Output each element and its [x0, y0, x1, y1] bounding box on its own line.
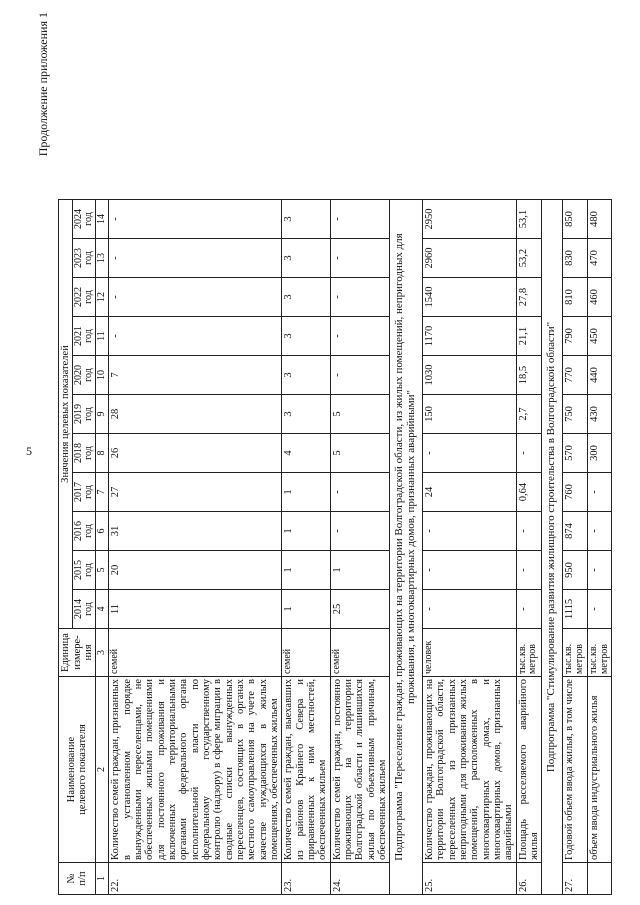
- header-num: № п/п: [59, 863, 96, 895]
- indicator-value: -: [587, 551, 612, 590]
- indicator-value: -: [422, 512, 516, 551]
- indicator-value: -: [330, 512, 390, 551]
- indicator-value: 3: [282, 278, 330, 317]
- indicator-value: -: [587, 590, 612, 629]
- indicator-value: 53,2: [516, 239, 542, 278]
- indicator-value: -: [109, 278, 282, 317]
- indicator-name: Количество семей граждан, признанных в установленном порядке вынужденными переселенцами, не обеспеченных жилыми помещениями для постоянного проживания и включенных территориальными органами федерального органа исполнительной власти по федеральному государственному контролю (надзору) в сфере миграции в сводные списки вынужденных переселенцев, состоящих в органах местного самоуправления на учете в качестве нуждающихся в жилых помещениях, обеспеченных жильем: [109, 677, 282, 863]
- header-year: 2019 год: [73, 395, 96, 434]
- indicator-value: 3: [282, 395, 330, 434]
- indicator-value: 810: [563, 278, 588, 317]
- indicator-value: 430: [587, 395, 612, 434]
- indicator-value: 11: [109, 590, 282, 629]
- indicator-value: 2,7: [516, 395, 542, 434]
- subprogram-row: [542, 200, 563, 895]
- indicator-value: 21,1: [516, 317, 542, 356]
- indicator-value: 874: [563, 512, 588, 551]
- indicator-value: -: [109, 200, 282, 239]
- indicator-value: -: [109, 317, 282, 356]
- column-number: 14: [96, 200, 109, 239]
- header-year: 2017 год: [73, 473, 96, 512]
- column-number: 13: [96, 239, 109, 278]
- indicator-unit: семей: [282, 629, 330, 677]
- indicator-value: 53,1: [516, 200, 542, 239]
- row-number: 25.: [422, 863, 516, 895]
- header-unit: Единица измере- ния: [59, 629, 96, 677]
- table-row: [587, 200, 612, 895]
- indicator-value: 3: [282, 317, 330, 356]
- row-number: 27.: [563, 863, 588, 895]
- indicator-unit: семей: [330, 629, 390, 677]
- indicator-unit: человек: [422, 629, 516, 677]
- header-values: Значения целевых показателей: [59, 200, 73, 629]
- header-year: 2023 год: [73, 239, 96, 278]
- indicator-value: 760: [563, 473, 588, 512]
- indicator-value: 570: [563, 434, 588, 473]
- page-number: 5: [26, 444, 32, 458]
- indicator-value: 850: [563, 200, 588, 239]
- row-number: 26.: [516, 863, 542, 895]
- indicator-value: -: [330, 278, 390, 317]
- indicator-value: 1: [282, 512, 330, 551]
- indicator-value: 5: [330, 434, 390, 473]
- header-year: 2022 год: [73, 278, 96, 317]
- indicator-value: 7: [109, 356, 282, 395]
- indicator-value: -: [330, 317, 390, 356]
- indicator-value: 790: [563, 317, 588, 356]
- indicator-value: 3: [282, 200, 330, 239]
- indicator-unit: тыс.кв. метров: [563, 629, 588, 677]
- indicator-value: 480: [587, 200, 612, 239]
- indicator-value: 1030: [422, 356, 516, 395]
- header-year: 2018 год: [73, 434, 96, 473]
- indicator-value: 2950: [422, 200, 516, 239]
- indicator-value: 150: [422, 395, 516, 434]
- indicator-unit: тыс.кв. метров: [587, 629, 612, 677]
- indicator-value: 750: [563, 395, 588, 434]
- row-number: 24.: [330, 863, 390, 895]
- table-row: [422, 200, 516, 895]
- indicator-value: 1540: [422, 278, 516, 317]
- indicator-value: 440: [587, 356, 612, 395]
- indicator-value: 31: [109, 512, 282, 551]
- subprogram-title: Подпрограмма "Стимулирование развития жилищного строительства в Волгоградской области": [542, 200, 563, 895]
- indicator-value: -: [109, 239, 282, 278]
- indicator-value: 28: [109, 395, 282, 434]
- indicator-value: -: [516, 590, 542, 629]
- row-number: 22.: [109, 863, 282, 895]
- indicator-value: 1: [282, 473, 330, 512]
- column-number: 5: [96, 551, 109, 590]
- indicator-name: Количество семей граждан, выехавших из районов Крайнего Севера и приравненных к ним местностей, обеспеченных жильем: [282, 677, 330, 863]
- indicator-value: 950: [563, 551, 588, 590]
- column-number: 2: [96, 677, 109, 863]
- indicator-value: 0,64: [516, 473, 542, 512]
- header-year: 2020 год: [73, 356, 96, 395]
- row-number: [587, 863, 612, 895]
- indicator-value: 1115: [563, 590, 588, 629]
- indicator-value: -: [516, 551, 542, 590]
- indicator-value: 830: [563, 239, 588, 278]
- table-row: [109, 200, 282, 895]
- indicator-value: 1170: [422, 317, 516, 356]
- indicator-value: 450: [587, 317, 612, 356]
- indicator-value: -: [330, 200, 390, 239]
- indicator-unit: тыс.кв. метров: [516, 629, 542, 677]
- column-number: 9: [96, 395, 109, 434]
- target-indicators-table: [58, 199, 612, 895]
- header-year: 2014 год: [73, 590, 96, 629]
- indicator-value: 20: [109, 551, 282, 590]
- indicator-value: 4: [282, 434, 330, 473]
- column-number: 3: [96, 629, 109, 677]
- indicator-name: Площадь расселяемого аварийного жилья: [516, 677, 542, 863]
- indicator-value: 5: [330, 395, 390, 434]
- indicator-value: 460: [587, 278, 612, 317]
- column-number: 7: [96, 473, 109, 512]
- header-name: Наименование целевого показателя: [59, 677, 96, 863]
- header-year: 2021 год: [73, 317, 96, 356]
- continuation-label: Продолжение приложения 1: [36, 12, 50, 157]
- indicator-value: 27: [109, 473, 282, 512]
- indicator-value: 1: [282, 590, 330, 629]
- subprogram-row: [390, 200, 423, 895]
- column-number: 11: [96, 317, 109, 356]
- indicator-value: -: [422, 434, 516, 473]
- indicator-value: 3: [282, 356, 330, 395]
- indicator-value: 300: [587, 434, 612, 473]
- indicator-value: -: [422, 551, 516, 590]
- indicator-name: объем ввода индустриального жилья: [587, 677, 612, 863]
- indicator-value: -: [516, 512, 542, 551]
- column-number: 10: [96, 356, 109, 395]
- table-row: [330, 200, 390, 895]
- indicator-value: -: [330, 356, 390, 395]
- indicator-name: Годовой объем ввода жилья, в том числе: [563, 677, 588, 863]
- table-row: [282, 200, 330, 895]
- column-number: 1: [96, 863, 109, 895]
- column-number: 6: [96, 512, 109, 551]
- indicator-value: 1: [330, 551, 390, 590]
- indicator-value: 18,5: [516, 356, 542, 395]
- indicator-name: Количество семей граждан, постоянно проживающих на территории Волгоградской области и лишившихся жилья по объективным причинам, обеспеченных жильем: [330, 677, 390, 863]
- indicator-value: 26: [109, 434, 282, 473]
- table-row: [516, 200, 542, 895]
- column-number: 8: [96, 434, 109, 473]
- indicator-value: -: [330, 239, 390, 278]
- indicator-unit: семей: [109, 629, 282, 677]
- indicator-name: Количество граждан, проживающих на территории Волгоградской области, переселенных из признанных непригодными для проживания жилых помещений, расположенных в многоквартирных домах, и многоквартирных домов, признанных аварийными: [422, 677, 516, 863]
- indicator-value: -: [516, 434, 542, 473]
- indicator-value: 770: [563, 356, 588, 395]
- indicator-value: -: [587, 473, 612, 512]
- indicator-value: 27,8: [516, 278, 542, 317]
- row-number: 23.: [282, 863, 330, 895]
- indicator-value: -: [330, 473, 390, 512]
- table-row: [563, 200, 588, 895]
- header-year: 2016 год: [73, 512, 96, 551]
- indicator-value: 3: [282, 239, 330, 278]
- indicator-value: 1: [282, 551, 330, 590]
- column-number: 12: [96, 278, 109, 317]
- indicator-value: 470: [587, 239, 612, 278]
- indicator-value: -: [587, 512, 612, 551]
- indicator-value: 25: [330, 590, 390, 629]
- header-year: 2015 год: [73, 551, 96, 590]
- indicator-value: -: [422, 590, 516, 629]
- column-number: 4: [96, 590, 109, 629]
- subprogram-title: Подпрограмма "Переселение граждан, проживающих на территории Волгоградской области, из жилых помещений, непригодных для проживания, и многоквартирных домов, признанных аварийными": [390, 200, 423, 895]
- indicator-value: 24: [422, 473, 516, 512]
- header-year: 2024 год: [73, 200, 96, 239]
- indicator-value: 2960: [422, 239, 516, 278]
